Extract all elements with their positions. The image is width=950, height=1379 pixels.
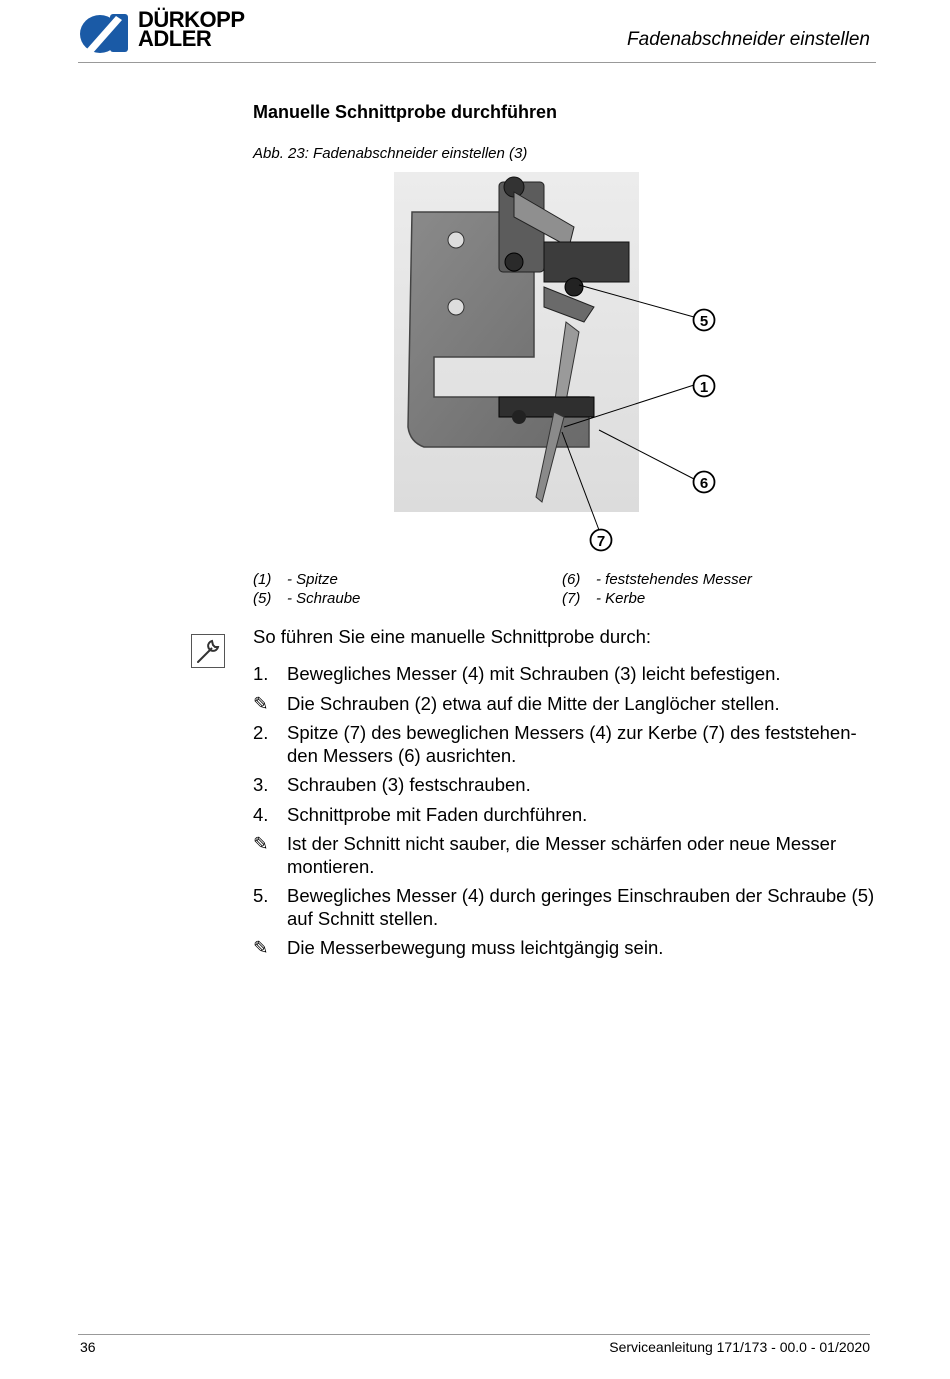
legend-number: (7) [562, 590, 581, 607]
legend-item [562, 589, 752, 608]
legend-label: - feststehendes Messer [596, 571, 752, 588]
step-item [253, 722, 883, 767]
page-header-title: Fadenabschneider einstellen [627, 29, 870, 50]
thread-trimmer-figure [394, 172, 724, 552]
step-marker: 2. [253, 722, 269, 743]
step-marker: 1. [253, 663, 269, 684]
step-item [253, 804, 883, 827]
footer-divider [78, 1334, 870, 1335]
svg-text:5: 5 [699, 313, 709, 330]
legend-number: (1) [253, 571, 272, 588]
brand-line-1: DÜRKOPP [138, 7, 245, 32]
legend-item [253, 589, 360, 608]
result-arrow-icon: ✎ [253, 692, 269, 714]
legend-item [562, 570, 752, 589]
legend-label: - Kerbe [596, 590, 646, 607]
callout-6 [694, 472, 715, 493]
step-text: Schrauben (3) festschrauben. [287, 774, 531, 795]
step-result [253, 937, 883, 960]
instructions-intro: So führen Sie eine manuelle Schnittprobe durch: [253, 626, 652, 647]
legend-number: (5) [253, 590, 272, 607]
svg-text:6: 6 [699, 475, 709, 492]
wrench-icon [191, 634, 225, 668]
upper-blade-holder [544, 242, 629, 282]
step-marker: 3. [253, 774, 269, 795]
plate-hole-bottom [448, 299, 464, 315]
step-text: Die Schrauben (2) etwa auf die Mitte der Langlöcher stellen. [287, 692, 780, 714]
document-reference: Serviceanleitung 171/173 - 00.0 - 01/2020 [609, 1339, 870, 1355]
step-item [253, 774, 883, 797]
step-text: Spitze (7) des beweglichen Messers (4) zur Kerbe (7) des feststehen-den Messers (6) ausrichten. [287, 722, 857, 766]
page-number: 36 [80, 1339, 96, 1355]
brand-line-2: ADLER [138, 26, 212, 51]
svg-text:1: 1 [699, 379, 709, 396]
step-text: Ist der Schnitt nicht sauber, die Messer schärfen oder neue Messer montieren. [287, 833, 837, 877]
legend-label: - Spitze [287, 571, 338, 588]
callout-1 [694, 376, 715, 397]
instruction-steps [253, 663, 883, 967]
figure-caption: Abb. 23: Fadenabschneider einstellen (3) [253, 145, 528, 162]
header-divider [78, 62, 876, 63]
svg-text:7: 7 [596, 533, 606, 550]
result-arrow-icon: ✎ [253, 833, 269, 854]
step-text: Die Messerbewegung muss leichtgängig sein. [287, 937, 664, 958]
step-text: Schnittprobe mit Faden durchführen. [287, 803, 588, 825]
step-result [253, 693, 883, 716]
step-text: Bewegliches Messer (4) mit Schrauben (3) leicht befestigen. [287, 663, 781, 684]
step-item [253, 885, 883, 930]
step-item [253, 663, 883, 686]
step-text: Bewegliches Messer (4) durch geringes Einschrauben der Schraube (5) auf Schnitt stellen. [287, 885, 875, 929]
legend-number: (6) [562, 571, 581, 588]
section-title: Manuelle Schnittprobe durchführen [253, 102, 558, 122]
plate-hole-top [448, 232, 464, 248]
callout-7 [591, 530, 612, 551]
legend-right [562, 570, 752, 608]
step-marker: 4. [253, 803, 269, 825]
legend-item [253, 570, 360, 589]
logo-mark-icon [78, 10, 136, 54]
screw-5 [565, 278, 583, 296]
lower-screw-left [505, 253, 523, 271]
result-arrow-icon: ✎ [253, 937, 269, 958]
callout-5 [694, 310, 715, 331]
holder-screw [512, 410, 526, 424]
legend-label: - Schraube [287, 590, 361, 607]
step-marker: 5. [253, 885, 269, 906]
legend-left [253, 570, 360, 608]
step-result [253, 833, 883, 878]
brand-logo [78, 7, 268, 54]
